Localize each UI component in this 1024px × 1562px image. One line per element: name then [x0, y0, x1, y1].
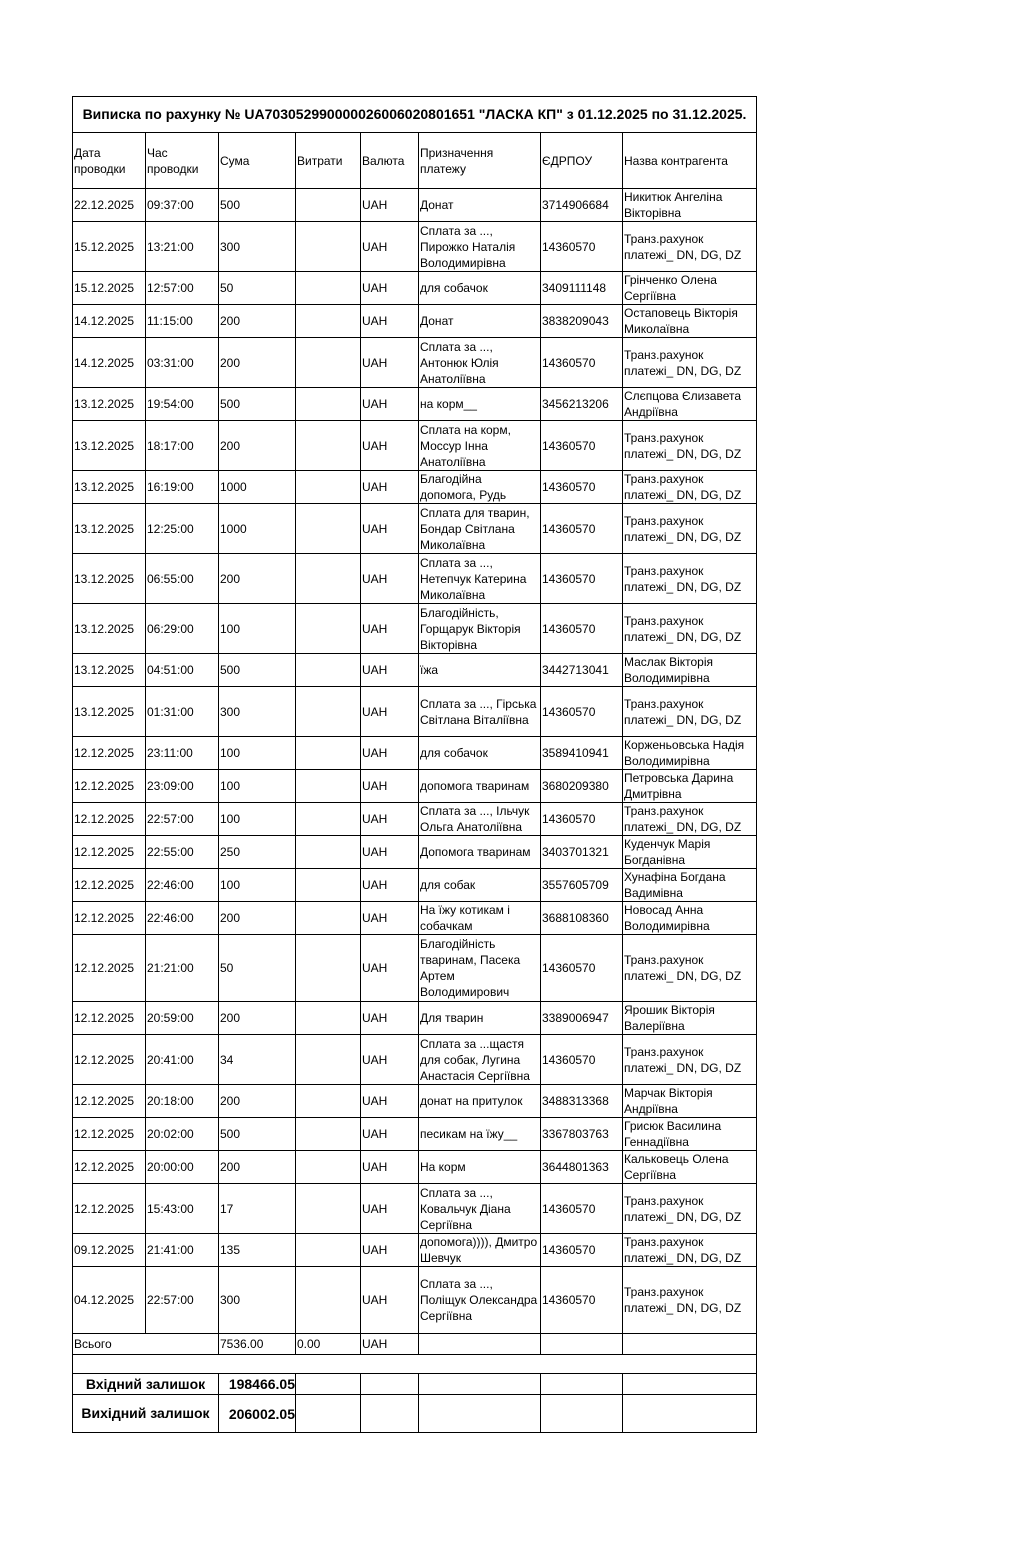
- opening-balance-value: 198466.05: [219, 1374, 296, 1395]
- transaction-rows: [73, 189, 757, 1334]
- header-row: [73, 133, 757, 189]
- table-row: [73, 471, 757, 504]
- cell-counterparty: Грінченко Олена Сергіївна: [623, 272, 757, 305]
- cell-expenses: [296, 1118, 361, 1151]
- cell-amount: 200: [219, 554, 296, 604]
- cell-counterparty: Транз.рахунок платежі_ DN, DG, DZ: [623, 222, 757, 272]
- cell-edrpou: 14360570: [541, 1234, 623, 1267]
- col-header-expenses: Витрати: [296, 133, 361, 189]
- cell-expenses: [296, 504, 361, 554]
- cell-currency: UAH: [361, 1085, 419, 1118]
- cell-purpose: для собак: [419, 869, 541, 902]
- table-row: [73, 836, 757, 869]
- col-header-date: Дата проводки: [73, 133, 146, 189]
- cell-time: 15:43:00: [146, 1184, 219, 1234]
- cell-amount: 50: [219, 935, 296, 1002]
- cell-date: 13.12.2025: [73, 687, 146, 737]
- cell-purpose: Донат: [419, 305, 541, 338]
- cell-edrpou: 3838209043: [541, 305, 623, 338]
- cell-counterparty: Транз.рахунок платежі_ DN, DG, DZ: [623, 687, 757, 737]
- cell-edrpou: 14360570: [541, 1035, 623, 1085]
- table-row: [73, 1085, 757, 1118]
- cell-time: 23:11:00: [146, 737, 219, 770]
- statement-table: [72, 96, 757, 1433]
- cell-counterparty: Транз.рахунок платежі_ DN, DG, DZ: [623, 1035, 757, 1085]
- cell-expenses: [296, 1234, 361, 1267]
- cell-edrpou: 14360570: [541, 471, 623, 504]
- empty-cell: [541, 1395, 623, 1433]
- cell-expenses: [296, 935, 361, 1002]
- cell-amount: 250: [219, 836, 296, 869]
- cell-expenses: [296, 471, 361, 504]
- cell-time: 23:09:00: [146, 770, 219, 803]
- table-row: [73, 1002, 757, 1035]
- cell-currency: UAH: [361, 388, 419, 421]
- cell-currency: UAH: [361, 1234, 419, 1267]
- cell-purpose: на корм__: [419, 388, 541, 421]
- cell-currency: UAH: [361, 654, 419, 687]
- table-row: [73, 222, 757, 272]
- table-row: [73, 902, 757, 935]
- cell-currency: UAH: [361, 305, 419, 338]
- cell-time: 22:57:00: [146, 803, 219, 836]
- cell-purpose: На корм: [419, 1151, 541, 1184]
- cell-counterparty: Марчак Вікторія Андріївна: [623, 1085, 757, 1118]
- cell-edrpou: 3644801363: [541, 1151, 623, 1184]
- cell-date: 22.12.2025: [73, 189, 146, 222]
- cell-purpose: Благодійність, Горщарук Вікторія Вікторівна: [419, 604, 541, 654]
- cell-date: 13.12.2025: [73, 421, 146, 471]
- cell-date: 14.12.2025: [73, 305, 146, 338]
- cell-counterparty: Корженьовська Надія Володимирівна: [623, 737, 757, 770]
- cell-time: 21:21:00: [146, 935, 219, 1002]
- cell-amount: 300: [219, 687, 296, 737]
- cell-purpose: Сплата за ..., Гірська Світлана Віталіївна: [419, 687, 541, 737]
- cell-counterparty: Новосад Анна Володимирівна: [623, 902, 757, 935]
- cell-date: 13.12.2025: [73, 471, 146, 504]
- cell-edrpou: 14360570: [541, 1267, 623, 1334]
- cell-date: 12.12.2025: [73, 1002, 146, 1035]
- cell-amount: 50: [219, 272, 296, 305]
- empty-cell: [541, 1334, 623, 1355]
- cell-purpose: Сплата для тварин, Бондар Світлана Миколаївна: [419, 504, 541, 554]
- cell-currency: UAH: [361, 836, 419, 869]
- cell-time: 03:31:00: [146, 338, 219, 388]
- cell-expenses: [296, 687, 361, 737]
- cell-amount: 200: [219, 1151, 296, 1184]
- cell-expenses: [296, 1151, 361, 1184]
- cell-time: 12:25:00: [146, 504, 219, 554]
- table-row: [73, 338, 757, 388]
- cell-expenses: [296, 836, 361, 869]
- cell-date: 12.12.2025: [73, 1118, 146, 1151]
- empty-cell: [361, 1374, 419, 1395]
- cell-expenses: [296, 902, 361, 935]
- cell-time: 01:31:00: [146, 687, 219, 737]
- cell-time: 06:55:00: [146, 554, 219, 604]
- cell-currency: UAH: [361, 770, 419, 803]
- cell-purpose: Донат: [419, 189, 541, 222]
- table-row: [73, 421, 757, 471]
- cell-time: 04:51:00: [146, 654, 219, 687]
- cell-expenses: [296, 737, 361, 770]
- empty-cell: [361, 1395, 419, 1433]
- cell-currency: UAH: [361, 1267, 419, 1334]
- cell-purpose: допомога)))), Дмитро Шевчук: [419, 1234, 541, 1267]
- col-header-purpose: Призначення платежу: [419, 133, 541, 189]
- cell-currency: UAH: [361, 471, 419, 504]
- cell-edrpou: 3367803763: [541, 1118, 623, 1151]
- table-row: [73, 654, 757, 687]
- cell-counterparty: Транз.рахунок платежі_ DN, DG, DZ: [623, 935, 757, 1002]
- cell-time: 20:18:00: [146, 1085, 219, 1118]
- cell-currency: UAH: [361, 1151, 419, 1184]
- table-row: [73, 1035, 757, 1085]
- cell-edrpou: 14360570: [541, 421, 623, 471]
- cell-amount: 300: [219, 222, 296, 272]
- cell-amount: 100: [219, 869, 296, 902]
- cell-expenses: [296, 604, 361, 654]
- statement-title: Виписка по рахунку № UA703052990000026006020801651 "ЛАСКА КП" з 01.12.2025 по 31.12.2025.: [73, 97, 757, 133]
- cell-expenses: [296, 1267, 361, 1334]
- cell-counterparty: Транз.рахунок платежі_ DN, DG, DZ: [623, 554, 757, 604]
- cell-time: 12:57:00: [146, 272, 219, 305]
- cell-currency: UAH: [361, 222, 419, 272]
- cell-purpose: Сплата за ..., Пирожко Наталія Володимирівна: [419, 222, 541, 272]
- cell-date: 12.12.2025: [73, 737, 146, 770]
- cell-purpose: Сплата на корм, Моссур Інна Анатоліївна: [419, 421, 541, 471]
- cell-expenses: [296, 305, 361, 338]
- col-header-amount: Сума: [219, 133, 296, 189]
- col-header-time: Час проводки: [146, 133, 219, 189]
- cell-amount: 1000: [219, 471, 296, 504]
- col-header-edrpou: ЄДРПОУ: [541, 133, 623, 189]
- cell-amount: 500: [219, 1118, 296, 1151]
- cell-amount: 100: [219, 803, 296, 836]
- cell-currency: UAH: [361, 1035, 419, 1085]
- cell-expenses: [296, 654, 361, 687]
- cell-edrpou: 3389006947: [541, 1002, 623, 1035]
- cell-currency: UAH: [361, 272, 419, 305]
- spacer-row: [73, 1355, 757, 1374]
- cell-currency: UAH: [361, 604, 419, 654]
- cell-currency: UAH: [361, 554, 419, 604]
- cell-counterparty: Никитюк Ангеліна Вікторівна: [623, 189, 757, 222]
- cell-amount: 300: [219, 1267, 296, 1334]
- cell-date: 12.12.2025: [73, 1184, 146, 1234]
- cell-date: 12.12.2025: [73, 1035, 146, 1085]
- cell-currency: UAH: [361, 1002, 419, 1035]
- cell-amount: 500: [219, 189, 296, 222]
- cell-purpose: Благодійна допомога, Рудь: [419, 471, 541, 504]
- cell-counterparty: Транз.рахунок платежі_ DN, DG, DZ: [623, 471, 757, 504]
- cell-amount: 100: [219, 770, 296, 803]
- cell-currency: UAH: [361, 869, 419, 902]
- cell-amount: 34: [219, 1035, 296, 1085]
- empty-cell: [419, 1395, 541, 1433]
- cell-counterparty: Остаповець Вікторія Миколаївна: [623, 305, 757, 338]
- cell-currency: UAH: [361, 902, 419, 935]
- cell-counterparty: Грисюк Василина Геннадіївна: [623, 1118, 757, 1151]
- cell-expenses: [296, 1002, 361, 1035]
- empty-cell: [419, 1334, 541, 1355]
- cell-date: 12.12.2025: [73, 770, 146, 803]
- cell-date: 15.12.2025: [73, 272, 146, 305]
- col-header-currency: Валюта: [361, 133, 419, 189]
- cell-counterparty: Транз.рахунок платежі_ DN, DG, DZ: [623, 1184, 757, 1234]
- cell-time: 22:55:00: [146, 836, 219, 869]
- cell-amount: 200: [219, 421, 296, 471]
- table-row: [73, 1267, 757, 1334]
- cell-date: 13.12.2025: [73, 504, 146, 554]
- cell-purpose: песикам на їжу__: [419, 1118, 541, 1151]
- totals-amount: 7536.00: [219, 1334, 296, 1355]
- cell-counterparty: Слєпцова Єлизавета Андріївна: [623, 388, 757, 421]
- cell-expenses: [296, 1085, 361, 1118]
- cell-time: 22:57:00: [146, 1267, 219, 1334]
- cell-expenses: [296, 1035, 361, 1085]
- table-row: [73, 935, 757, 1002]
- table-row: [73, 1118, 757, 1151]
- cell-counterparty: Куденчук Марія Богданівна: [623, 836, 757, 869]
- cell-purpose: Допомога тваринам: [419, 836, 541, 869]
- col-header-counterparty: Назва контрагента: [623, 133, 757, 189]
- cell-expenses: [296, 770, 361, 803]
- opening-balance-row: [73, 1374, 757, 1395]
- cell-currency: UAH: [361, 737, 419, 770]
- cell-currency: UAH: [361, 687, 419, 737]
- cell-edrpou: 14360570: [541, 338, 623, 388]
- cell-currency: UAH: [361, 338, 419, 388]
- cell-time: 06:29:00: [146, 604, 219, 654]
- cell-date: 13.12.2025: [73, 388, 146, 421]
- cell-amount: 100: [219, 604, 296, 654]
- cell-currency: UAH: [361, 421, 419, 471]
- opening-balance-label: Вхідний залишок: [73, 1374, 219, 1395]
- cell-purpose: Сплата за ..., Ковальчук Діана Сергіївна: [419, 1184, 541, 1234]
- empty-cell: [296, 1395, 361, 1433]
- table-row: [73, 272, 757, 305]
- cell-edrpou: 14360570: [541, 935, 623, 1002]
- cell-date: 12.12.2025: [73, 902, 146, 935]
- cell-purpose: Благодійність тваринам, Пасека Артем Володимирович: [419, 935, 541, 1002]
- cell-time: 20:00:00: [146, 1151, 219, 1184]
- cell-edrpou: 3442713041: [541, 654, 623, 687]
- cell-expenses: [296, 869, 361, 902]
- empty-cell: [623, 1334, 757, 1355]
- empty-cell: [623, 1395, 757, 1433]
- cell-date: 14.12.2025: [73, 338, 146, 388]
- cell-counterparty: Кальковець Олена Сергіївна: [623, 1151, 757, 1184]
- cell-time: 13:21:00: [146, 222, 219, 272]
- cell-edrpou: 3403701321: [541, 836, 623, 869]
- table-row: [73, 869, 757, 902]
- cell-time: 22:46:00: [146, 902, 219, 935]
- table-row: [73, 604, 757, 654]
- cell-purpose: Сплата за ..., Ільчук Ольга Анатоліївна: [419, 803, 541, 836]
- table-row: [73, 737, 757, 770]
- table-row: [73, 388, 757, 421]
- cell-date: 15.12.2025: [73, 222, 146, 272]
- table-row: [73, 305, 757, 338]
- cell-edrpou: 3589410941: [541, 737, 623, 770]
- cell-date: 12.12.2025: [73, 935, 146, 1002]
- cell-edrpou: 3680209380: [541, 770, 623, 803]
- cell-time: 19:54:00: [146, 388, 219, 421]
- cell-edrpou: 14360570: [541, 554, 623, 604]
- cell-amount: 17: [219, 1184, 296, 1234]
- cell-counterparty: Транз.рахунок платежі_ DN, DG, DZ: [623, 338, 757, 388]
- cell-expenses: [296, 388, 361, 421]
- cell-purpose: їжа: [419, 654, 541, 687]
- cell-currency: UAH: [361, 935, 419, 1002]
- cell-expenses: [296, 272, 361, 305]
- cell-expenses: [296, 222, 361, 272]
- cell-counterparty: Транз.рахунок платежі_ DN, DG, DZ: [623, 1267, 757, 1334]
- cell-purpose: Сплата за ..., Поліщук Олександра Сергіївна: [419, 1267, 541, 1334]
- empty-cell: [296, 1374, 361, 1395]
- cell-currency: UAH: [361, 1118, 419, 1151]
- cell-edrpou: 14360570: [541, 604, 623, 654]
- cell-counterparty: Транз.рахунок платежі_ DN, DG, DZ: [623, 421, 757, 471]
- cell-purpose: На їжу котикам і собачкам: [419, 902, 541, 935]
- cell-expenses: [296, 803, 361, 836]
- table-row: [73, 189, 757, 222]
- cell-time: 21:41:00: [146, 1234, 219, 1267]
- cell-purpose: для собачок: [419, 737, 541, 770]
- table-row: [73, 803, 757, 836]
- cell-purpose: для собачок: [419, 272, 541, 305]
- cell-edrpou: 3456213206: [541, 388, 623, 421]
- cell-amount: 200: [219, 1002, 296, 1035]
- cell-counterparty: Маслак Вікторія Володимирівна: [623, 654, 757, 687]
- cell-amount: 200: [219, 1085, 296, 1118]
- cell-counterparty: Петровська Дарина Дмитрівна: [623, 770, 757, 803]
- cell-purpose: донат на притулок: [419, 1085, 541, 1118]
- cell-amount: 135: [219, 1234, 296, 1267]
- empty-cell: [73, 1355, 757, 1374]
- cell-expenses: [296, 338, 361, 388]
- cell-purpose: допомога тваринам: [419, 770, 541, 803]
- totals-expenses: 0.00: [296, 1334, 361, 1355]
- cell-amount: 200: [219, 338, 296, 388]
- cell-date: 13.12.2025: [73, 554, 146, 604]
- cell-purpose: Для тварин: [419, 1002, 541, 1035]
- cell-amount: 100: [219, 737, 296, 770]
- cell-time: 16:19:00: [146, 471, 219, 504]
- cell-date: 12.12.2025: [73, 1085, 146, 1118]
- cell-purpose: Сплата за ..., Антонюк Юлія Анатоліївна: [419, 338, 541, 388]
- cell-currency: UAH: [361, 803, 419, 836]
- table-row: [73, 687, 757, 737]
- empty-cell: [623, 1374, 757, 1395]
- table-row: [73, 770, 757, 803]
- cell-amount: 500: [219, 654, 296, 687]
- table-row: [73, 1234, 757, 1267]
- cell-date: 13.12.2025: [73, 654, 146, 687]
- closing-balance-label: Вихідний залишок: [73, 1395, 219, 1433]
- cell-counterparty: Хунафіна Богдана Вадимівна: [623, 869, 757, 902]
- cell-date: 12.12.2025: [73, 869, 146, 902]
- cell-amount: 1000: [219, 504, 296, 554]
- cell-expenses: [296, 421, 361, 471]
- cell-time: 20:02:00: [146, 1118, 219, 1151]
- table-row: [73, 1151, 757, 1184]
- totals-label: Всього: [73, 1334, 219, 1355]
- cell-currency: UAH: [361, 1184, 419, 1234]
- cell-expenses: [296, 189, 361, 222]
- empty-cell: [419, 1374, 541, 1395]
- closing-balance-value: 206002.05: [219, 1395, 296, 1433]
- cell-edrpou: 3409111148: [541, 272, 623, 305]
- totals-row: [73, 1334, 757, 1355]
- cell-edrpou: 14360570: [541, 687, 623, 737]
- cell-currency: UAH: [361, 504, 419, 554]
- cell-date: 09.12.2025: [73, 1234, 146, 1267]
- cell-time: 22:46:00: [146, 869, 219, 902]
- empty-cell: [541, 1374, 623, 1395]
- cell-time: 18:17:00: [146, 421, 219, 471]
- cell-currency: UAH: [361, 189, 419, 222]
- cell-edrpou: 14360570: [541, 1184, 623, 1234]
- cell-time: 11:15:00: [146, 305, 219, 338]
- cell-expenses: [296, 554, 361, 604]
- cell-counterparty: Транз.рахунок платежі_ DN, DG, DZ: [623, 504, 757, 554]
- cell-counterparty: Транз.рахунок платежі_ DN, DG, DZ: [623, 604, 757, 654]
- cell-date: 12.12.2025: [73, 803, 146, 836]
- cell-time: 20:41:00: [146, 1035, 219, 1085]
- table-row: [73, 1184, 757, 1234]
- cell-counterparty: Транз.рахунок платежі_ DN, DG, DZ: [623, 1234, 757, 1267]
- cell-date: 13.12.2025: [73, 604, 146, 654]
- cell-amount: 200: [219, 305, 296, 338]
- cell-time: 20:59:00: [146, 1002, 219, 1035]
- cell-amount: 500: [219, 388, 296, 421]
- cell-counterparty: Ярошик Вікторія Валеріївна: [623, 1002, 757, 1035]
- cell-date: 12.12.2025: [73, 1151, 146, 1184]
- cell-time: 09:37:00: [146, 189, 219, 222]
- cell-expenses: [296, 1184, 361, 1234]
- cell-purpose: Сплата за ..., Нетепчук Катерина Миколаївна: [419, 554, 541, 604]
- cell-date: 12.12.2025: [73, 836, 146, 869]
- cell-edrpou: 3714906684: [541, 189, 623, 222]
- cell-edrpou: 3488313368: [541, 1085, 623, 1118]
- closing-balance-row: [73, 1395, 757, 1433]
- cell-purpose: Сплата за ...щастя для собак, Лугина Анастасія Сергіївна: [419, 1035, 541, 1085]
- cell-date: 04.12.2025: [73, 1267, 146, 1334]
- cell-edrpou: 14360570: [541, 222, 623, 272]
- cell-edrpou: 14360570: [541, 803, 623, 836]
- cell-edrpou: 14360570: [541, 504, 623, 554]
- table-row: [73, 504, 757, 554]
- cell-edrpou: 3688108360: [541, 902, 623, 935]
- totals-currency: UAH: [361, 1334, 419, 1355]
- cell-edrpou: 3557605709: [541, 869, 623, 902]
- cell-counterparty: Транз.рахунок платежі_ DN, DG, DZ: [623, 803, 757, 836]
- table-row: [73, 554, 757, 604]
- cell-amount: 200: [219, 902, 296, 935]
